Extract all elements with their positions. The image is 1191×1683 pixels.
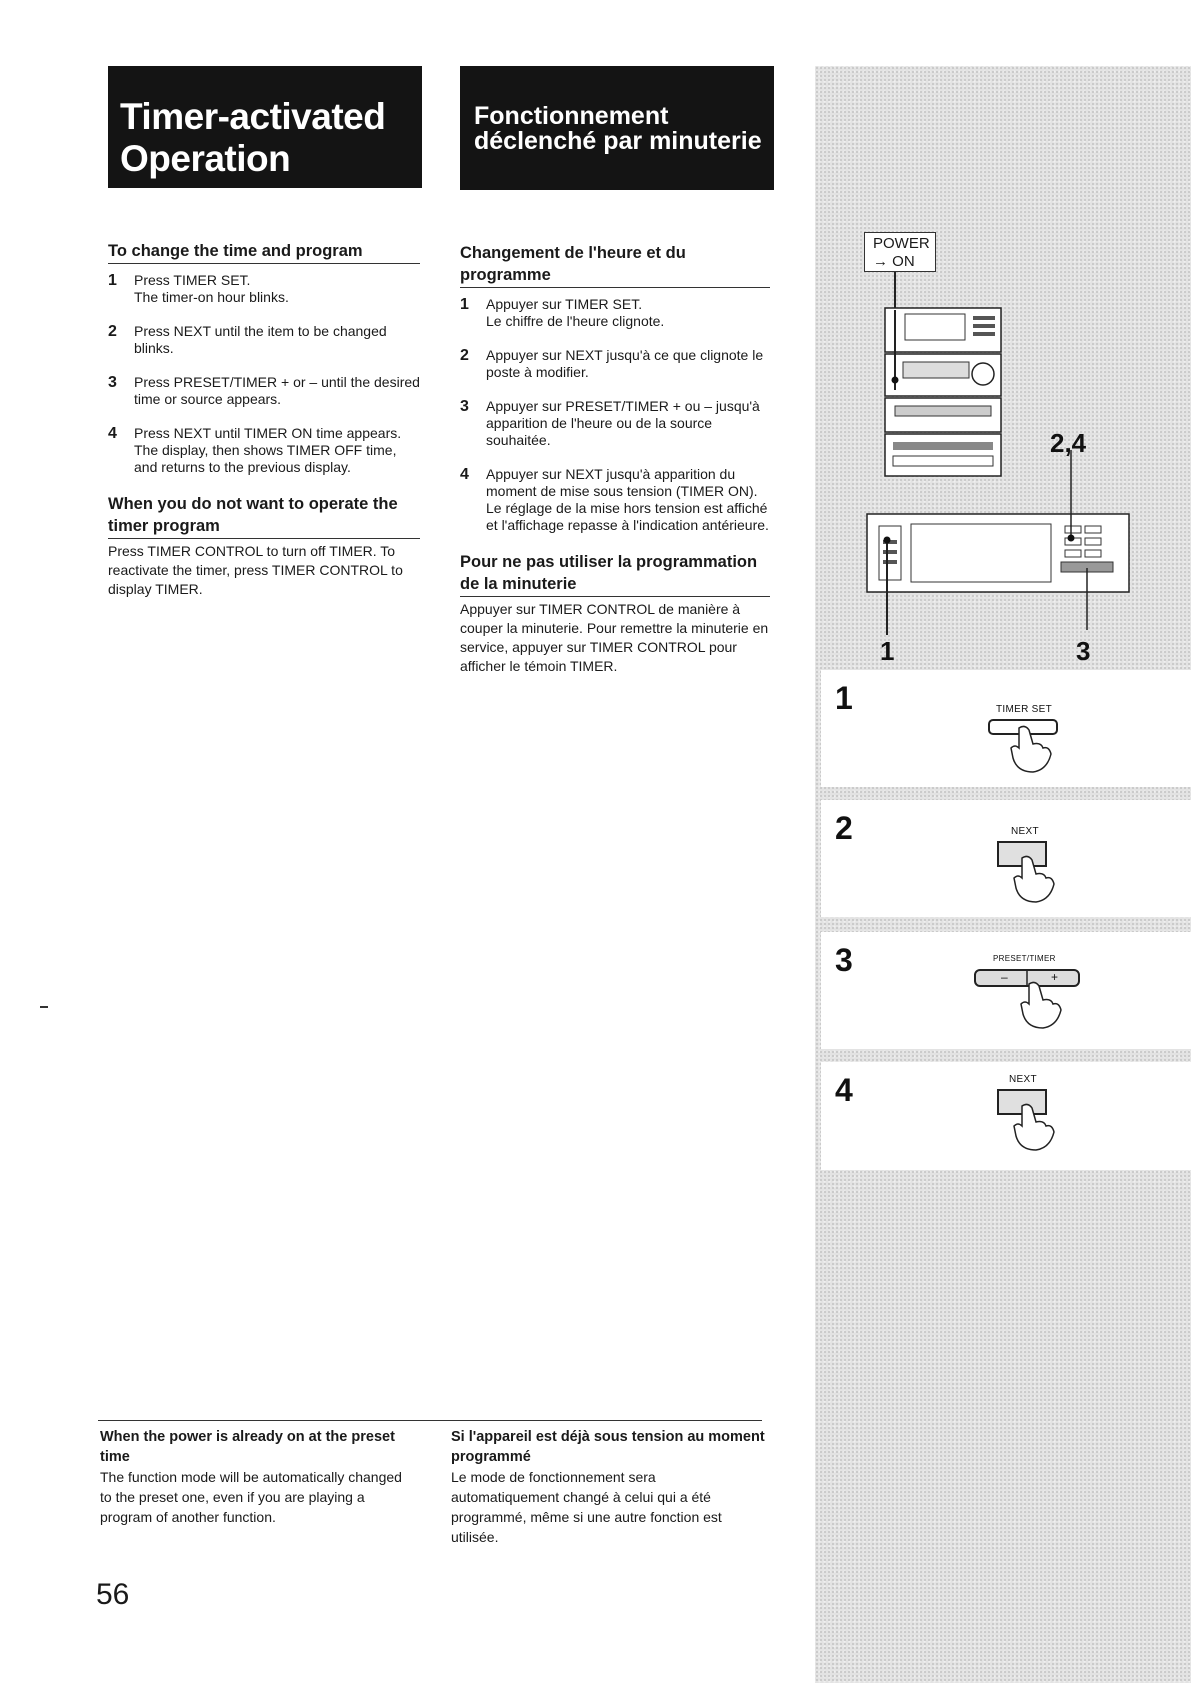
notes-divider <box>98 1420 762 1421</box>
step-number: 4 <box>460 466 469 483</box>
section-heading-changement-heure: Changement de l'heure et du programme <box>460 242 770 288</box>
stereo-system-illustration <box>815 270 1191 670</box>
power-label-line1: POWER <box>873 235 930 252</box>
preset-timer-label: PRESET/TIMER <box>993 954 1056 963</box>
equalizer-display <box>903 362 969 378</box>
step-item <box>108 374 420 408</box>
step-box-3 <box>821 932 1191 1049</box>
section-body-ne-pas-utiliser: Appuyer sur TIMER CONTROL de manière à couper la minuterie. Pour remettre la minuterie en service, appuyer sur TIMER CONTROL pour afficher le témoin TIMER. <box>460 601 769 674</box>
step-text: Le réglage de la mise hors tension est affiché et l'affichage repasse à l'indication antérieure. <box>486 500 769 533</box>
step-text: The timer-on hour blinks. <box>134 289 289 305</box>
step-number: 2 <box>460 347 469 364</box>
step-number: 1 <box>460 296 469 313</box>
step-number: 4 <box>108 425 117 442</box>
step-item <box>460 296 770 330</box>
volume-knob <box>972 363 994 385</box>
timer-set-label: TIMER SET <box>996 704 1053 715</box>
step-number: 4 <box>835 1072 853 1108</box>
step-text: Appuyer sur PRESET/TIMER + ou – jusqu'à apparition de l'heure ou de la source souhaitée. <box>486 398 760 448</box>
preset-minus-label: – <box>1001 970 1008 984</box>
section-body-disable-timer: Press TIMER CONTROL to turn off TIMER. To reactivate the timer, press TIMER CONTROL to display TIMER. <box>108 543 403 597</box>
hand-icon <box>1021 982 1061 1028</box>
step-text: Appuyer sur NEXT jusqu'à ce que clignote le poste à modifier. <box>486 347 764 380</box>
tuner-display <box>905 314 965 340</box>
step-text: Press PRESET/TIMER + or – until the desired time or source appears. <box>134 374 420 407</box>
step-number: 2 <box>108 323 117 340</box>
margin-mark <box>40 1006 48 1008</box>
step-text: The display, then shows TIMER OFF time, and returns to the previous display. <box>134 442 397 475</box>
next-button-illustration <box>996 1088 1076 1158</box>
note-english-body: The function mode will be automatically changed to the preset one, even if you are playing a program of another function. <box>100 1469 402 1525</box>
next-label: NEXT <box>1009 1074 1037 1085</box>
front-panel-display <box>911 524 1051 582</box>
note-english-heading: When the power is already on at the preset time <box>100 1429 395 1465</box>
step-item <box>460 466 770 534</box>
step-text: Press NEXT until the item to be changed blinks. <box>134 323 387 356</box>
step-item <box>460 347 770 381</box>
english-column <box>108 240 420 599</box>
note-french <box>451 1427 766 1547</box>
page-number: 56 <box>96 1578 130 1611</box>
step-text: Press NEXT until TIMER ON time appears. <box>134 425 402 441</box>
step-text: Appuyer sur TIMER SET. <box>486 296 643 312</box>
step-box-2 <box>821 800 1191 917</box>
next-button-illustration <box>996 840 1076 910</box>
page-title-english: Timer-activated Operation <box>108 66 422 188</box>
power-label-line2: → ON <box>873 253 915 270</box>
step-number: 2 <box>835 810 853 846</box>
step-number: 1 <box>835 680 853 716</box>
step-number: 3 <box>108 374 117 391</box>
preset-plus-label: + <box>1051 970 1059 984</box>
section-heading-change-time: To change the time and program <box>108 240 420 264</box>
note-english <box>100 1427 415 1527</box>
step-item <box>460 398 770 449</box>
section-heading-ne-pas-utiliser: Pour ne pas utiliser la programmation de la minuterie <box>460 551 770 597</box>
step-number: 3 <box>835 942 853 978</box>
callout-label-1: 1 <box>880 636 895 666</box>
step-text: Appuyer sur NEXT jusqu'à apparition du moment de mise sous tension (TIMER ON). <box>486 466 758 499</box>
step-text: Press TIMER SET. <box>134 272 251 288</box>
step-item <box>108 425 420 476</box>
power-button-dot <box>892 377 899 384</box>
section-heading-disable-timer: When you do not want to operate the timer program <box>108 493 420 539</box>
step-text: Le chiffre de l'heure clignote. <box>486 313 665 329</box>
step-box-1 <box>821 670 1191 787</box>
note-french-body: Le mode de fonctionnement sera automatiquement changé à celui qui a été programmé, même si une autre fonction est utilisée. <box>451 1469 722 1545</box>
callout-label-3: 3 <box>1076 636 1091 666</box>
next-label: NEXT <box>1011 826 1039 837</box>
callout-label-24: 2,4 <box>1050 428 1087 458</box>
timer-set-button-illustration <box>981 718 1071 778</box>
english-steps-list <box>108 272 420 476</box>
page-title-french: Fonctionnement déclenché par minuterie <box>460 66 774 190</box>
french-column <box>460 242 770 676</box>
step-number: 3 <box>460 398 469 415</box>
step-item <box>108 323 420 357</box>
french-steps-list <box>460 296 770 534</box>
step-item <box>108 272 420 306</box>
preset-timer-button-illustration <box>971 966 1091 1046</box>
tape-unit <box>885 434 1001 476</box>
power-label <box>864 232 936 272</box>
step-box-4 <box>821 1062 1191 1170</box>
note-french-heading: Si l'appareil est déjà sous tension au moment programmé <box>451 1429 765 1465</box>
step-number: 1 <box>108 272 117 289</box>
